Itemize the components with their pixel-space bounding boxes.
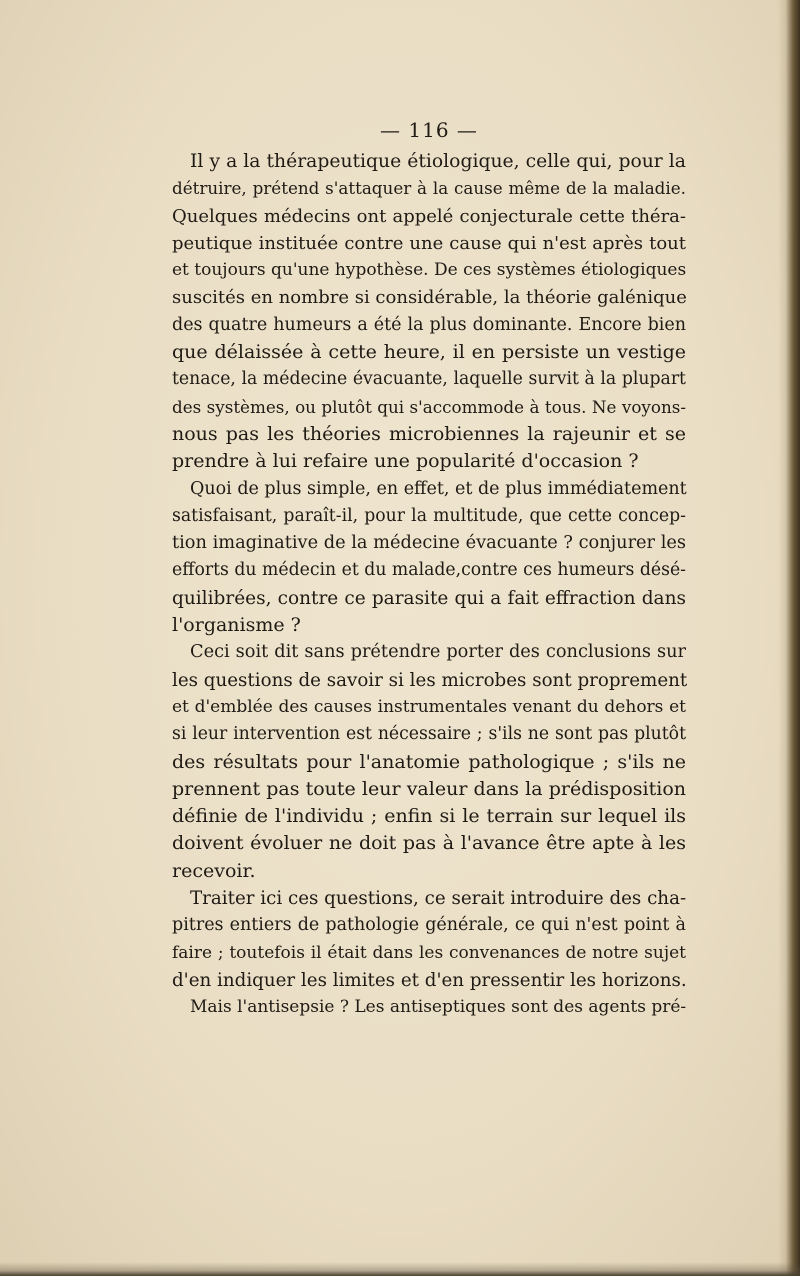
text-line: Traiter ici ces questions, ce serait introduire des cha- xyxy=(190,888,687,910)
text-line: satisfaisant, paraît-il, pour la multitude, que cette concep- xyxy=(172,505,686,526)
text-line: tion imaginative de la médecine évacuante ? conjurer les xyxy=(172,533,686,554)
text-line: prendre à lui refaire une popularité d'occasion ? xyxy=(172,450,639,473)
text-line: des résultats pour l'anatomie pathologique ; s'ils ne xyxy=(172,750,686,773)
text-line: détruire, prétend s'attaquer à la cause même de la maladie. xyxy=(172,178,686,199)
text-line: définie de l'individu ; enfin si le terrain sur lequel ils xyxy=(172,805,686,828)
text-line: d'en indiquer les limites et d'en pressentir les horizons. xyxy=(172,969,687,991)
text-line: prennent pas toute leur valeur dans la prédisposition xyxy=(172,777,686,800)
text-line: Mais l'antisepsie ? Les antiseptiques sont des agents pré- xyxy=(190,997,687,1018)
text-line: efforts du médecin et du malade,contre ces humeurs désé- xyxy=(172,560,686,581)
text-line: suscités en nombre si considérable, la théorie galénique xyxy=(172,287,687,309)
text-line: doivent évoluer ne doit pas à l'avance être apte à les xyxy=(172,832,686,855)
text-line: nous pas les théories microbiennes la rajeunir et se xyxy=(172,422,686,445)
text-line: les questions de savoir si les microbes sont proprement xyxy=(172,669,688,691)
text-line: si leur intervention est nécessaire ; s'ils ne sont pas plutôt xyxy=(172,724,686,745)
text-line: faire ; toutefois il était dans les convenances de notre sujet xyxy=(172,942,686,963)
text-line: que délaissée à cette heure, il en persiste un vestige xyxy=(172,341,686,364)
text-line: et d'emblée des causes instrumentales venant du dehors et xyxy=(172,696,686,717)
text-line: recevoir. xyxy=(172,859,256,882)
text-line: et toujours qu'une hypothèse. De ces systèmes étiologiques xyxy=(172,260,687,281)
text-line: Quoi de plus simple, en effet, et de plus immédiatement xyxy=(190,478,687,499)
text-line: Quelques médecins ont appelé conjecturale cette théra- xyxy=(172,205,686,227)
text-block xyxy=(172,112,686,1022)
text-line: pitres entiers de pathologie générale, ce qui n'est point à xyxy=(172,915,686,936)
text-line: l'organisme ? xyxy=(172,614,301,637)
text-line: Ceci soit dit sans prétendre porter des conclusions sur xyxy=(190,642,686,663)
text-line: des quatre humeurs a été la plus dominante. Encore bien xyxy=(172,314,686,335)
page-number: — 116 — xyxy=(380,118,478,142)
page-edge-bottom xyxy=(0,1262,800,1276)
text-line: des systèmes, ou plutôt qui s'accommode à tous. Ne voyons- xyxy=(172,396,686,417)
text-line: tenace, la médecine évacuante, laquelle survit à la plupart xyxy=(172,369,686,390)
text-line: Il y a la thérapeutique étiologique, celle qui, pour la xyxy=(190,151,686,172)
text-line: peutique instituée contre une cause qui n'est après tout xyxy=(172,232,686,254)
page-edge-right xyxy=(778,0,800,1276)
text-line: quilibrées, contre ce parasite qui a fait effraction dans xyxy=(172,587,686,609)
